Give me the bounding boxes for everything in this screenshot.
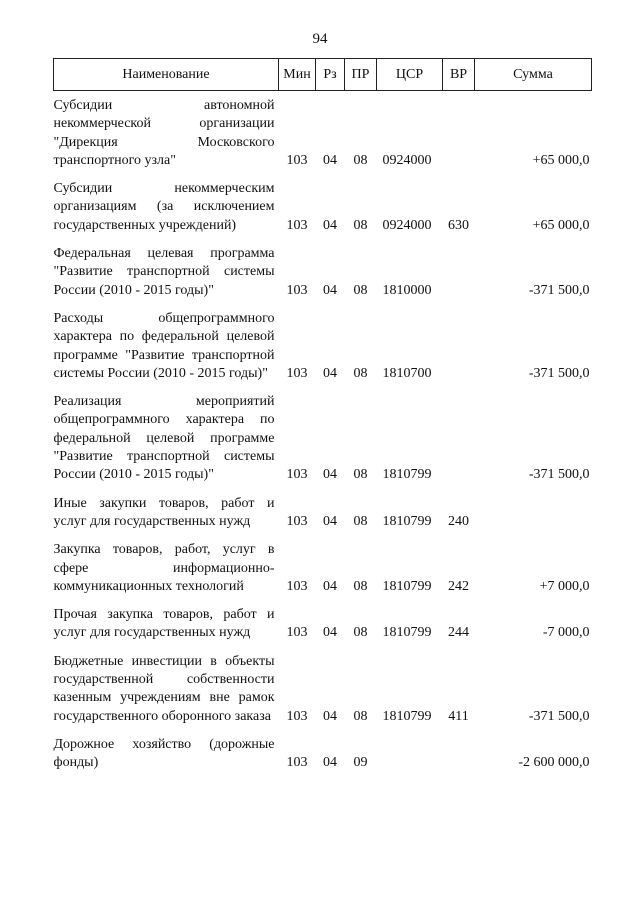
row-vr: [443, 732, 475, 779]
row-vr: 411: [448, 708, 469, 724]
table-row: [54, 491, 592, 538]
row-min: 103: [286, 578, 308, 594]
row-sum: [475, 491, 592, 538]
row-rz: 04: [323, 708, 337, 724]
row-csr: 1810799: [382, 513, 432, 529]
page-number: 94: [312, 31, 328, 47]
row-rz: 04: [323, 152, 337, 168]
row-csr: 1810799: [382, 708, 432, 724]
row-name: Бюджетные инвестиции в объекты государственной собственности казенным учреждениям вне рамок государственного оборонного заказа: [53, 653, 275, 724]
row-pr: 08: [353, 467, 368, 483]
row-name: Закупка товаров, работ, услуг в сфере информационно-коммуникационных технологий: [53, 542, 275, 594]
row-name: Субсидии некоммерческим организациям (за исключением государственных учреждений): [53, 181, 275, 233]
row-pr: 08: [353, 708, 368, 724]
row-name: Субсидии автономной некоммерческой организации "Дирекция Московского транспортного узла": [53, 98, 275, 168]
row-pr: 09: [353, 755, 368, 771]
row-rz: 04: [323, 365, 337, 381]
row-pr: 08: [353, 152, 368, 168]
row-pr: 08: [353, 282, 368, 298]
table-row: [54, 176, 592, 241]
row-vr: [443, 241, 475, 306]
row-sum: -2 600 000,0: [518, 755, 590, 771]
row-sum: -371 500,0: [528, 467, 590, 483]
row-csr: 0924000: [382, 217, 432, 233]
row-rz: 04: [323, 513, 337, 529]
row-min: 103: [286, 217, 308, 233]
row-name: Расходы общепрограммного характера по федеральной целевой программе "Развитие транспортной системы России (2010 - 2015 годы)": [53, 310, 275, 381]
row-name: Федеральная целевая программа "Развитие транспортной системы России (2010 - 2015 годы)": [53, 246, 275, 298]
row-vr: [443, 91, 475, 177]
table-row: [54, 537, 592, 602]
row-name: Реализация мероприятий общепрограммного характера по федеральной целевой программе "Развитие транспортной системы России (2010 - 2015 годы)": [53, 394, 275, 483]
header-pr: ПР: [345, 59, 377, 91]
table-row: [54, 91, 592, 177]
row-pr: 08: [353, 513, 368, 529]
row-sum: +65 000,0: [532, 217, 590, 233]
row-csr: 1810799: [382, 578, 432, 594]
row-vr: 630: [448, 217, 469, 233]
row-vr: [443, 389, 475, 490]
table-row: [54, 389, 592, 490]
row-csr: 1810000: [382, 282, 432, 298]
row-min: 103: [286, 152, 308, 168]
row-rz: 04: [323, 755, 337, 771]
row-pr: 08: [353, 365, 368, 381]
row-min: 103: [286, 365, 308, 381]
row-min: 103: [286, 708, 308, 724]
row-sum: -7 000,0: [542, 625, 590, 641]
row-vr: 242: [448, 578, 469, 594]
row-min: 103: [286, 625, 308, 641]
row-csr: 0924000: [382, 152, 432, 168]
header-name: Наименование: [54, 59, 279, 91]
table-row: [54, 649, 592, 732]
row-csr: 1810700: [382, 365, 432, 381]
row-min: 103: [286, 282, 308, 298]
row-pr: 08: [353, 217, 368, 233]
table-row: [54, 732, 592, 779]
table-row: [54, 306, 592, 389]
row-sum: -371 500,0: [528, 365, 590, 381]
table-row: [54, 241, 592, 306]
row-sum: +7 000,0: [539, 578, 590, 594]
header-sum: Сумма: [475, 59, 592, 91]
row-csr: 1810799: [382, 625, 432, 641]
row-name: Дорожное хозяйство (дорожные фонды): [53, 736, 275, 771]
row-rz: 04: [323, 625, 337, 641]
header-vr: ВР: [443, 59, 475, 91]
row-vr: 240: [448, 513, 469, 529]
header-min: Мин: [279, 59, 316, 91]
row-sum: -371 500,0: [528, 282, 590, 298]
row-rz: 04: [323, 282, 337, 298]
row-rz: 04: [323, 578, 337, 594]
table-row: [54, 602, 592, 649]
row-sum: +65 000,0: [532, 152, 590, 168]
row-pr: 08: [353, 625, 368, 641]
row-rz: 04: [323, 467, 337, 483]
row-csr: 1810799: [382, 467, 432, 483]
header-rz: Рз: [316, 59, 345, 91]
row-rz: 04: [323, 217, 337, 233]
row-csr: [377, 732, 443, 779]
row-vr: [443, 306, 475, 389]
header-csr: ЦСР: [377, 59, 443, 91]
table-header-row: [54, 59, 592, 91]
row-min: 103: [286, 467, 308, 483]
row-min: 103: [286, 755, 308, 771]
row-min: 103: [286, 513, 308, 529]
row-sum: -371 500,0: [528, 708, 590, 724]
budget-table: [53, 58, 592, 779]
row-pr: 08: [353, 578, 368, 594]
row-name: Иные закупки товаров, работ и услуг для государственных нужд: [53, 495, 275, 529]
row-name: Прочая закупка товаров, работ и услуг для государственных нужд: [53, 607, 275, 641]
row-vr: 244: [448, 625, 469, 641]
